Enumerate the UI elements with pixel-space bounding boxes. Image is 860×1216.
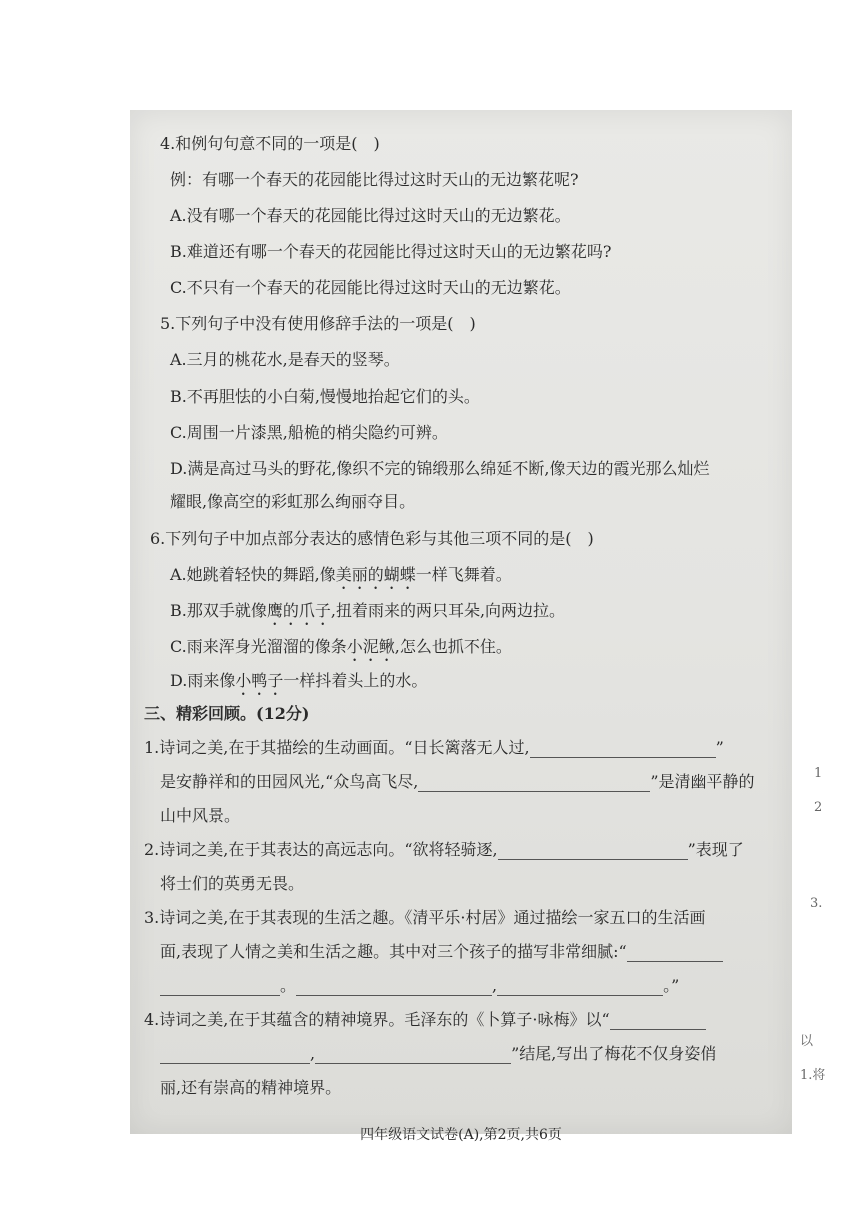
- q6-a-pre: A.她跳着轻快的舞蹈,像: [170, 565, 336, 584]
- edge-mark: 2: [814, 800, 823, 815]
- s3-q3-end: 。”: [663, 976, 680, 995]
- s3-q4-line1: [144, 1010, 706, 1030]
- q6-b-pre: B.那双手就像: [170, 601, 267, 620]
- answer-blank[interactable]: [610, 1013, 706, 1030]
- q4-option-a: A.没有哪一个春天的花园能比得过这时天山的无边繁花。: [170, 206, 571, 225]
- s3-q4-text2: ”结尾,写出了梅花不仅身姿俏: [511, 1044, 717, 1063]
- q4-stem: 4.和例句句意不同的一项是( ): [160, 134, 380, 153]
- section-3-title: 三、精彩回顾。(12分): [144, 704, 310, 723]
- edge-mark: 1.将: [800, 1068, 826, 1083]
- s3-q4-sep: ,: [310, 1044, 316, 1063]
- q5-option-b: B.不再胆怯的小白菊,慢慢地抬起它们的头。: [170, 387, 480, 406]
- q6-b-post: ,扭着雨来的两只耳朵,向两边拉。: [330, 601, 566, 620]
- s3-q3-sep2: ,: [492, 976, 498, 995]
- edge-mark: 1: [814, 766, 823, 781]
- exam-page: [130, 110, 792, 1143]
- page-footer: 四年级语文试卷(A),第2页,共6页: [360, 1127, 562, 1143]
- answer-blank[interactable]: [627, 945, 723, 962]
- edge-mark: 3.: [810, 896, 823, 911]
- s3-q2-line2: 将士们的英勇无畏。: [160, 874, 305, 893]
- s3-q3-line2: [160, 942, 723, 962]
- s3-q1-line2: [160, 772, 755, 792]
- s3-q2-text: 2.诗词之美,在于其表达的高远志向。“欲将轻骑逐,: [144, 840, 498, 859]
- answer-blank[interactable]: [497, 979, 663, 996]
- s3-q3-text: 面,表现了人情之美和生活之趣。其中对三个孩子的描写非常细腻:“: [160, 942, 627, 961]
- q5-option-d-line1: D.满是高过马头的野花,像织不完的锦缎那么绵延不断,像天边的霞光那么灿烂: [170, 459, 710, 478]
- answer-blank[interactable]: [296, 979, 492, 996]
- q6-option-a: [170, 565, 512, 593]
- q6-b-dotted: 鹰的爪子: [266, 601, 331, 620]
- q6-option-d: [170, 671, 427, 699]
- q6-a-post: 一样飞舞着。: [415, 565, 512, 584]
- q6-c-dotted: 小泥鳅: [346, 637, 395, 656]
- s3-q3-line3: [160, 976, 679, 996]
- q4-option-b: B.难道还有哪一个春天的花园能比得过这时天山的无边繁花吗?: [170, 242, 612, 261]
- q6-option-c: [170, 637, 512, 665]
- s3-q1-text: 1.诗词之美,在于其描绘的生动画面。“日长篱落无人过,: [144, 738, 530, 757]
- q5-option-d-line2: 耀眼,像高空的彩虹那么绚丽夺目。: [170, 492, 416, 511]
- s3-q1-text2: 是安静祥和的田园风光,“众鸟高飞尽,: [160, 772, 419, 791]
- s3-q3-sep1: 。: [280, 976, 297, 995]
- q4-example: 例：有哪一个春天的花园能比得过这时天山的无边繁花呢?: [170, 170, 579, 189]
- edge-mark: 以: [800, 1034, 814, 1049]
- answer-blank[interactable]: [160, 1047, 310, 1064]
- answer-blank[interactable]: [160, 979, 280, 996]
- answer-blank[interactable]: [315, 1047, 511, 1064]
- s3-q2-text2: ”表现了: [687, 840, 744, 859]
- q5-option-c: C.周围一片漆黑,船桅的梢尖隐约可辨。: [170, 423, 448, 442]
- q5-stem: 5.下列句子中没有使用修辞手法的一项是( ): [160, 314, 476, 333]
- q6-stem: 6.下列句子中加点部分表达的感情色彩与其他三项不同的是( ): [150, 529, 594, 548]
- s3-q4-line2: [160, 1044, 716, 1064]
- s3-q1-close: ”: [715, 738, 724, 757]
- q6-option-b: [170, 601, 565, 629]
- answer-blank[interactable]: [530, 741, 716, 758]
- q6-d-post: 一样抖着头上的水。: [283, 671, 428, 690]
- s3-q1-line3: 山中风景。: [160, 806, 241, 825]
- s3-q3-line1: 3.诗词之美,在于其表现的生活之趣。《清平乐·村居》通过描绘一家五口的生活画: [144, 908, 706, 927]
- q6-c-post: ,怎么也抓不住。: [394, 637, 512, 656]
- s3-q4-line3: 丽,还有崇高的精神境界。: [160, 1078, 342, 1097]
- q6-c-pre: C.雨来浑身光溜溜的像条: [170, 637, 347, 656]
- q6-d-pre: D.雨来像: [170, 671, 236, 690]
- q4-option-c: C.不只有一个春天的花园能比得过这时天山的无边繁花。: [170, 278, 571, 297]
- q6-d-dotted: 小鸭子: [235, 671, 284, 690]
- s3-q1-line1: [144, 738, 724, 758]
- answer-blank[interactable]: [498, 843, 688, 860]
- s3-q4-text: 4.诗词之美,在于其蕴含的精神境界。毛泽东的《卜算子·咏梅》以“: [144, 1010, 610, 1029]
- answer-blank[interactable]: [418, 775, 650, 792]
- s3-q1-text3: ”是清幽平静的: [650, 772, 755, 791]
- s3-q2-line1: [144, 840, 744, 860]
- q6-a-dotted: 美丽的蝴蝶: [335, 565, 416, 584]
- q5-option-a: A.三月的桃花水,是春天的竖琴。: [170, 350, 400, 369]
